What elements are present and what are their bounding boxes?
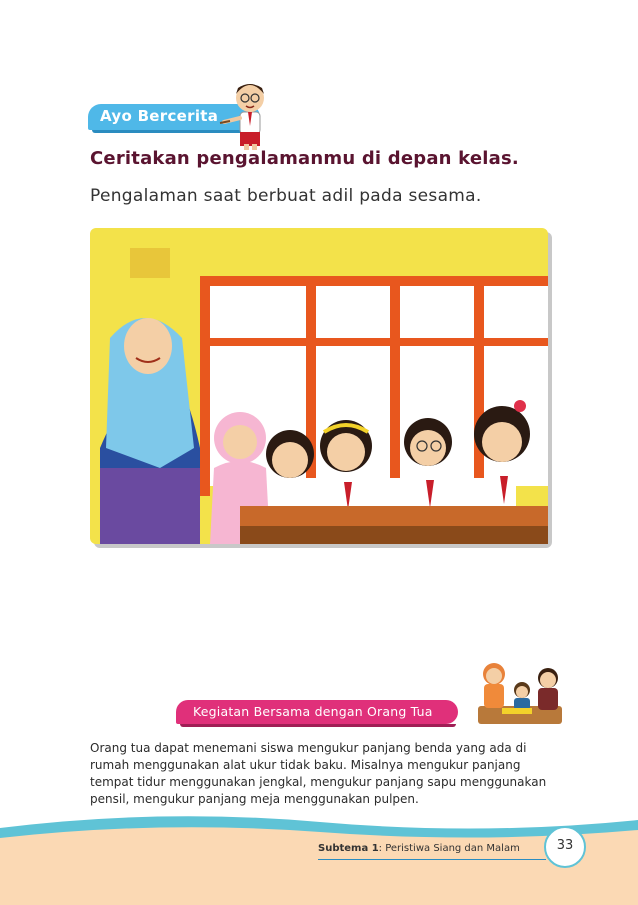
family-activity-icon [474, 656, 566, 728]
paragraph-line: rumah menggunakan alat ukur tidak baku. Misalnya mengukur panjang [90, 758, 521, 772]
subtheme-title: : Peristiwa Siang dan Malam [378, 843, 520, 854]
subtheme-label: Subtema 1 [318, 843, 379, 854]
story-topic-text: Pengalaman saat berbuat adil pada sesama. [90, 186, 482, 206]
ayo-bercerita-label: Ayo Bercerita [100, 107, 219, 125]
parents-activity-paragraph [90, 740, 560, 808]
footer-wave-decoration [0, 808, 638, 905]
footer-subtheme [318, 843, 520, 854]
footer-divider [318, 859, 546, 860]
parents-activity-badge [176, 700, 458, 724]
parents-activity-label: Kegiatan Bersama dengan Orang Tua [193, 704, 433, 719]
paragraph-line: tempat tidur menggunakan jengkal, mengukur panjang sapu menggunakan [90, 775, 547, 789]
page-number: 33 [556, 838, 574, 853]
story-instruction-heading: Ceritakan pengalamanmu di depan kelas. [90, 148, 519, 169]
page-number-badge [544, 826, 586, 868]
boy-presenter-icon [218, 72, 278, 152]
paragraph-line: Orang tua dapat menemani siswa mengukur panjang benda yang ada di [90, 741, 527, 755]
classroom-illustration [90, 228, 556, 554]
paragraph-line: pensil, mengukur panjang meja menggunakan pulpen. [90, 792, 419, 806]
